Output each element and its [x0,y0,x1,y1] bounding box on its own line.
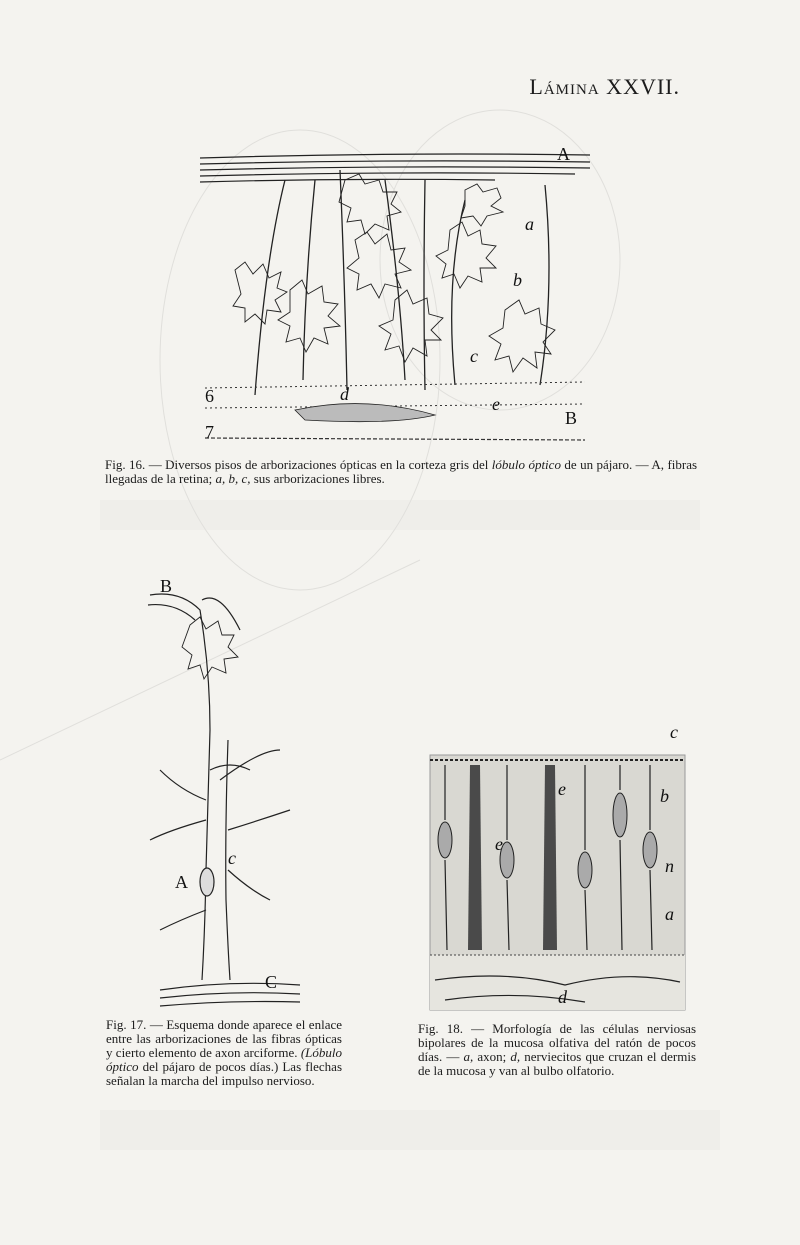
figure-18-caption [418,1022,696,1078]
fig18-label-n: n [665,856,674,876]
fig18-caption-number: Fig. 18. — [418,1021,485,1036]
plate-header [529,74,680,100]
fig16-label-a: a [525,214,534,234]
fig18-caption-part3: nerviecitos que cruzan el dermis de la mucosa y van al bulbo olfatorio. [418,1049,697,1078]
fig16-caption-abc: a, b, c, [215,471,251,486]
fig18-label-a: a [665,904,674,924]
fig16-caption-number: Fig. 16. — [105,457,162,472]
figure-17-caption [106,1018,342,1088]
fig16-label-c: c [470,346,478,366]
layer-boundaries [205,382,585,440]
fig18-label-b: b [660,786,669,806]
fig16-caption-part2: de un pájaro. — A, fibras llegadas de la retina; [105,457,698,486]
fig16-label-7: 7 [205,422,214,442]
fig17-label-B: B [160,576,173,596]
fig18-label-e2: e [558,779,566,799]
fig17-cell-body [200,868,214,896]
fig17-label-c: c [228,848,236,868]
fig17-caption-italic: (Lóbulo óptico [106,1045,342,1074]
fig17-neuron [148,594,300,1006]
figure-17-illustration [140,570,310,1015]
arborization-clusters [233,174,555,372]
fig16-label-b: b [513,270,522,290]
fig18-label-c: c [670,722,678,742]
fig16-caption-part3: sus arborizaciones libres. [253,471,385,486]
fig17-caption-part2: del pájaro de pocos días.) Las flechas señalan la marcha del impulso nervioso. [106,1059,342,1088]
fig18-caption-d: d, [510,1049,521,1064]
fig18-caption-a: a, [463,1049,474,1064]
fig16-caption-part1: Diversos pisos de arborizaciones ópticas en la corteza gris del [165,457,489,472]
fig17-arborization [182,617,238,679]
figure-16-illustration [195,140,595,445]
figure-16-caption [105,458,697,486]
retinal-fibers [200,154,590,182]
fig17-label-C: C [265,972,278,992]
fig18-label-e1: e [495,834,503,854]
fig16-caption-italic: lóbulo óptico [491,457,561,472]
fig18-caption-part2: axon; [477,1049,507,1064]
fig16-label-B: B [565,408,578,428]
fig17-caption-part1: Esquema donde aparece el enlace entre las arborizaciones de las fibras ópticas y cierto elemento de axon arciforme. [106,1017,343,1060]
plate-label: Lámina XXVII. [529,74,680,99]
fig16-label-A: A [557,144,570,164]
fig18-caption-part1: Morfología de las células nerviosas bipolares de la mucosa olfativa del ratón de pocos días. — [418,1021,696,1064]
figure-18-illustration [425,720,700,1015]
fig17-label-A: A [175,872,188,892]
fig16-label-6: 6 [205,386,214,406]
fig18-label-d: d [558,987,567,1007]
fig17-caption-number: Fig. 17. — [106,1017,163,1032]
fig16-label-d: d [340,384,349,404]
fig16-label-e: e [492,394,500,414]
